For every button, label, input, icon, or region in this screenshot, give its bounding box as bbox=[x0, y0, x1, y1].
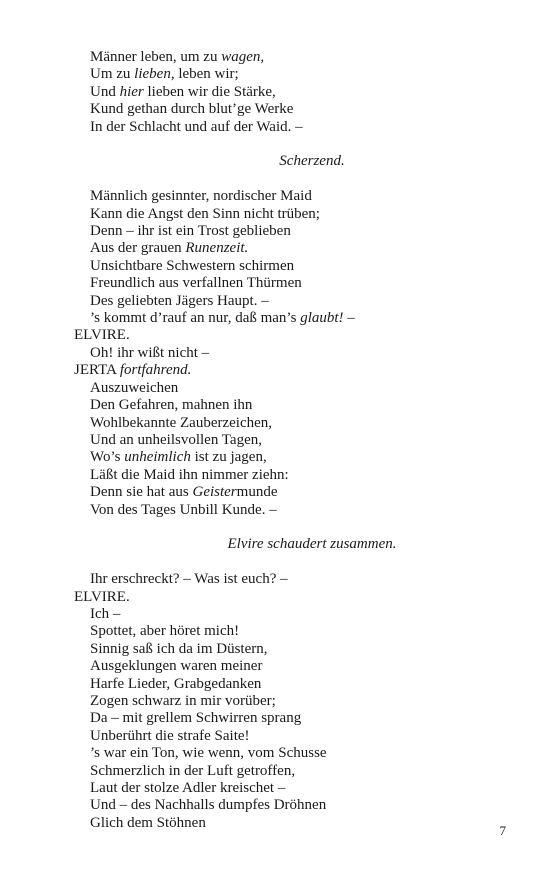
verse-line bbox=[74, 641, 474, 658]
verse-line bbox=[74, 676, 474, 693]
italic-text: Elvire schaudert zusammen. bbox=[227, 536, 397, 553]
verse-line bbox=[74, 467, 474, 484]
verse-line bbox=[74, 571, 474, 588]
verse-line bbox=[74, 275, 474, 292]
text-run: lieben wir die Stärke, bbox=[143, 83, 276, 100]
page-number: 7 bbox=[499, 823, 506, 838]
verse-line bbox=[74, 606, 474, 623]
text-run: ELVIRE. bbox=[74, 588, 130, 605]
italic-text: Scherzend. bbox=[279, 153, 345, 170]
stage-direction bbox=[74, 536, 474, 553]
text-run: ’s kommt d’rauf an nur, daß man’s bbox=[90, 310, 301, 327]
text-run: Läßt die Maid ihn nimmer ziehn: bbox=[90, 466, 289, 483]
verse-line bbox=[74, 188, 474, 205]
italic-text: Runenzeit. bbox=[185, 240, 249, 257]
verse-line bbox=[74, 728, 474, 745]
verse-line bbox=[74, 101, 474, 118]
text-run: Aus der grauen bbox=[90, 240, 186, 257]
italic-text: lieben, bbox=[134, 66, 175, 83]
text-run: Kund gethan durch blut’ge Werke bbox=[90, 101, 294, 118]
text-run: Denn – ihr ist ein Trost geblieben bbox=[90, 223, 291, 240]
speaker-name bbox=[74, 327, 474, 344]
blank-line bbox=[74, 171, 474, 188]
text-run: Ausgeklungen waren meiner bbox=[90, 658, 263, 675]
verse-line bbox=[74, 623, 474, 640]
text-run: Und an unheilsvollen Tagen, bbox=[90, 431, 262, 448]
verse-line bbox=[74, 710, 474, 727]
text-run: Um zu bbox=[90, 66, 135, 83]
blank-line bbox=[74, 519, 474, 536]
verse-line bbox=[74, 49, 474, 66]
verse-line bbox=[74, 258, 474, 275]
text-run: Da – mit grellem Schwirren sprang bbox=[90, 710, 302, 727]
verse-line bbox=[74, 415, 474, 432]
text-run: Ich – bbox=[90, 605, 121, 622]
text-run: Und – des Nachhalls dumpfes Dröhnen bbox=[90, 797, 327, 814]
verse-line bbox=[74, 780, 474, 797]
stage-direction bbox=[74, 153, 474, 170]
verse-line bbox=[74, 484, 474, 501]
verse-line bbox=[74, 449, 474, 466]
text-run: munde bbox=[236, 484, 278, 501]
text-run: Denn sie hat aus bbox=[90, 484, 193, 501]
verse-line bbox=[74, 310, 474, 327]
text-run: Glich dem Stöhnen bbox=[90, 814, 206, 831]
text-run: ist zu jagen, bbox=[190, 449, 267, 466]
text-run: Wo’s bbox=[90, 449, 125, 466]
text-run: ’s war ein Ton, wie wenn, vom Schusse bbox=[90, 745, 327, 762]
verse-line bbox=[74, 397, 474, 414]
text-run: Wohlbekannte Zauberzeichen, bbox=[90, 414, 273, 431]
text-run: Den Gefahren, mahnen ihn bbox=[90, 397, 253, 414]
verse-line bbox=[74, 380, 474, 397]
text-run: Unsichtbare Schwestern schirmen bbox=[90, 257, 295, 274]
text-run: Schmerzlich in der Luft getroffen, bbox=[90, 762, 296, 779]
text-run: Laut der stolze Adler kreischet – bbox=[90, 780, 286, 796]
blank-line bbox=[74, 136, 474, 153]
verse-line bbox=[74, 693, 474, 710]
verse-line bbox=[74, 119, 474, 136]
text-run: Kann die Angst den Sinn nicht trüben; bbox=[90, 205, 320, 222]
text-run: Und bbox=[90, 83, 120, 100]
italic-text: fortfahrend. bbox=[119, 362, 192, 379]
verse-line bbox=[74, 763, 474, 780]
verse-line bbox=[74, 240, 474, 257]
verse-line bbox=[74, 658, 474, 675]
verse-line bbox=[74, 223, 474, 240]
text-run: Unberührt die strafe Saite! bbox=[90, 727, 250, 744]
text-run: Des geliebten Jägers Haupt. – bbox=[90, 292, 269, 309]
text-run: Männer leben, um zu bbox=[90, 49, 222, 65]
text-run: Harfe Lieder, Grabgedanken bbox=[90, 675, 262, 692]
verse-line bbox=[74, 745, 474, 762]
verse-line bbox=[74, 815, 474, 832]
text-run: Ihr erschreckt? – Was ist euch? – bbox=[90, 571, 288, 588]
verse-line bbox=[74, 432, 474, 449]
verse-line bbox=[74, 345, 474, 362]
blank-line bbox=[74, 554, 474, 571]
verse-line bbox=[74, 84, 474, 101]
italic-text: glaubt! bbox=[300, 310, 344, 327]
play-text bbox=[74, 49, 474, 832]
text-run: Auszuweichen bbox=[90, 379, 179, 396]
verse-line bbox=[74, 206, 474, 223]
italic-text: wagen, bbox=[221, 49, 265, 65]
verse-line bbox=[74, 797, 474, 814]
text-run: – bbox=[343, 310, 355, 327]
text-run: Männlich gesinnter, nordischer Maid bbox=[90, 188, 312, 205]
text-run: Spottet, aber höret mich! bbox=[90, 623, 240, 640]
text-run: Oh! ihr wißt nicht – bbox=[90, 344, 210, 361]
text-run: Freundlich aus verfallnen Thürmen bbox=[90, 275, 302, 292]
text-run: Von des Tages Unbill Kunde. – bbox=[90, 501, 277, 518]
speaker-name bbox=[74, 362, 474, 379]
italic-text: unheimlich bbox=[124, 449, 191, 466]
speaker-name bbox=[74, 589, 474, 606]
text-run: Zogen schwarz in mir vorüber; bbox=[90, 692, 276, 709]
text-run: Sinnig saß ich da im Düstern, bbox=[90, 640, 268, 657]
verse-line bbox=[74, 293, 474, 310]
text-run: ELVIRE. bbox=[74, 327, 130, 344]
text-run: leben wir; bbox=[174, 66, 239, 83]
italic-text: hier bbox=[119, 83, 144, 100]
text-run: In der Schlacht und auf der Waid. – bbox=[90, 118, 303, 135]
verse-line bbox=[74, 66, 474, 83]
verse-line bbox=[74, 502, 474, 519]
text-run: JERTA bbox=[74, 362, 120, 379]
italic-text: Geister bbox=[192, 484, 237, 501]
